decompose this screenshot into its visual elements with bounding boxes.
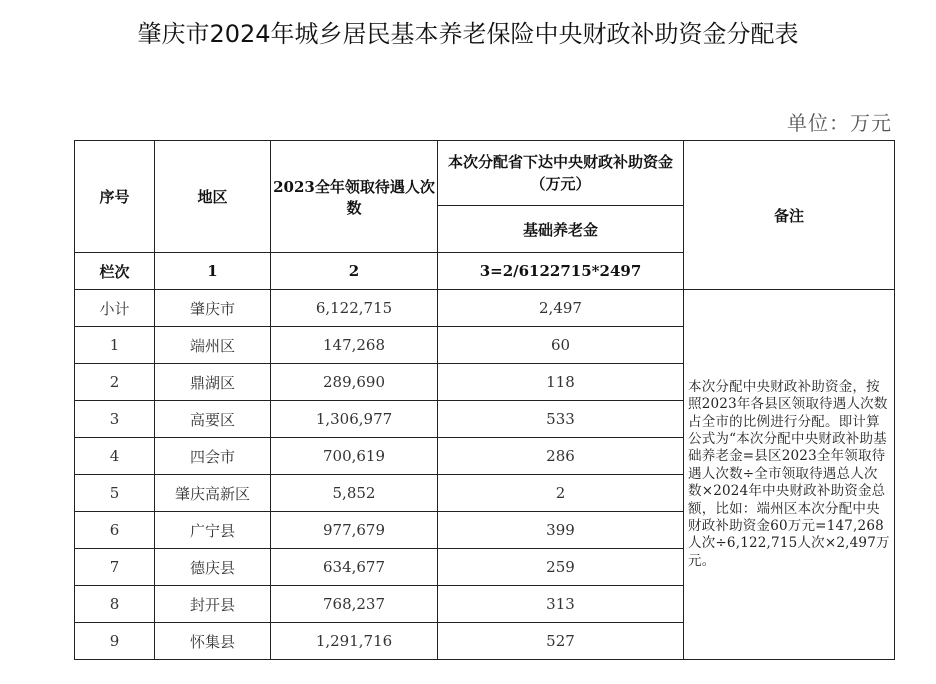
allocation-table bbox=[74, 140, 895, 660]
row-seq: 7 bbox=[75, 549, 155, 586]
row-amount: 286 bbox=[438, 438, 684, 475]
row-region: 封开县 bbox=[155, 586, 271, 623]
note-cell: 本次分配中央财政补助资金，按照2023年各县区领取待遇人次数占全市的比例进行分配。即计算公式为“本次分配中央财政补助基础养老金=县区2023全年领取待遇人次数÷全市领取待遇总人次数×2024年中央财政补助资金总额，比如：端州区本次分配中央财政补助资金60万元=147,268人次÷6,122,715人次×2,497万元。 bbox=[684, 290, 895, 660]
row-amount: 527 bbox=[438, 623, 684, 660]
row-seq: 小计 bbox=[75, 290, 155, 327]
row-seq: 1 bbox=[75, 327, 155, 364]
row-amount: 259 bbox=[438, 549, 684, 586]
row-region: 端州区 bbox=[155, 327, 271, 364]
row-region: 怀集县 bbox=[155, 623, 271, 660]
row-region: 广宁县 bbox=[155, 512, 271, 549]
col-index-1: 1 bbox=[155, 253, 271, 290]
row-region: 高要区 bbox=[155, 401, 271, 438]
col-index-label: 栏次 bbox=[75, 253, 155, 290]
table-row bbox=[75, 290, 895, 327]
row-amount: 399 bbox=[438, 512, 684, 549]
unit-label: 单位：万元 bbox=[787, 111, 892, 135]
row-region: 德庆县 bbox=[155, 549, 271, 586]
row-count: 1,306,977 bbox=[271, 401, 438, 438]
col-index-2: 2 bbox=[271, 253, 438, 290]
row-seq: 6 bbox=[75, 512, 155, 549]
row-amount: 60 bbox=[438, 327, 684, 364]
row-count: 700,619 bbox=[271, 438, 438, 475]
header-note: 备注 bbox=[684, 141, 895, 290]
row-region: 鼎湖区 bbox=[155, 364, 271, 401]
row-region: 肇庆市 bbox=[155, 290, 271, 327]
row-count: 1,291,716 bbox=[271, 623, 438, 660]
row-region: 四会市 bbox=[155, 438, 271, 475]
row-amount: 313 bbox=[438, 586, 684, 623]
row-count: 6,122,715 bbox=[271, 290, 438, 327]
row-amount: 118 bbox=[438, 364, 684, 401]
row-count: 147,268 bbox=[271, 327, 438, 364]
row-amount: 533 bbox=[438, 401, 684, 438]
row-count: 634,677 bbox=[271, 549, 438, 586]
col-index-3: 3=2/6122715*2497 bbox=[438, 253, 684, 290]
header-basic-pension: 基础养老金 bbox=[438, 206, 684, 253]
row-seq: 8 bbox=[75, 586, 155, 623]
row-seq: 2 bbox=[75, 364, 155, 401]
row-count: 289,690 bbox=[271, 364, 438, 401]
row-amount: 2 bbox=[438, 475, 684, 512]
row-count: 5,852 bbox=[271, 475, 438, 512]
row-count: 768,237 bbox=[271, 586, 438, 623]
row-seq: 4 bbox=[75, 438, 155, 475]
header-allocation: 本次分配省下达中央财政补助资金（万元） bbox=[438, 141, 684, 206]
page-title: 肇庆市2024年城乡居民基本养老保险中央财政补助资金分配表 bbox=[137, 20, 799, 48]
header-count: 2023全年领取待遇人次数 bbox=[271, 141, 438, 253]
header-seq: 序号 bbox=[75, 141, 155, 253]
row-count: 977,679 bbox=[271, 512, 438, 549]
row-seq: 9 bbox=[75, 623, 155, 660]
row-seq: 3 bbox=[75, 401, 155, 438]
row-region: 肇庆高新区 bbox=[155, 475, 271, 512]
row-amount: 2,497 bbox=[438, 290, 684, 327]
header-region: 地区 bbox=[155, 141, 271, 253]
row-seq: 5 bbox=[75, 475, 155, 512]
